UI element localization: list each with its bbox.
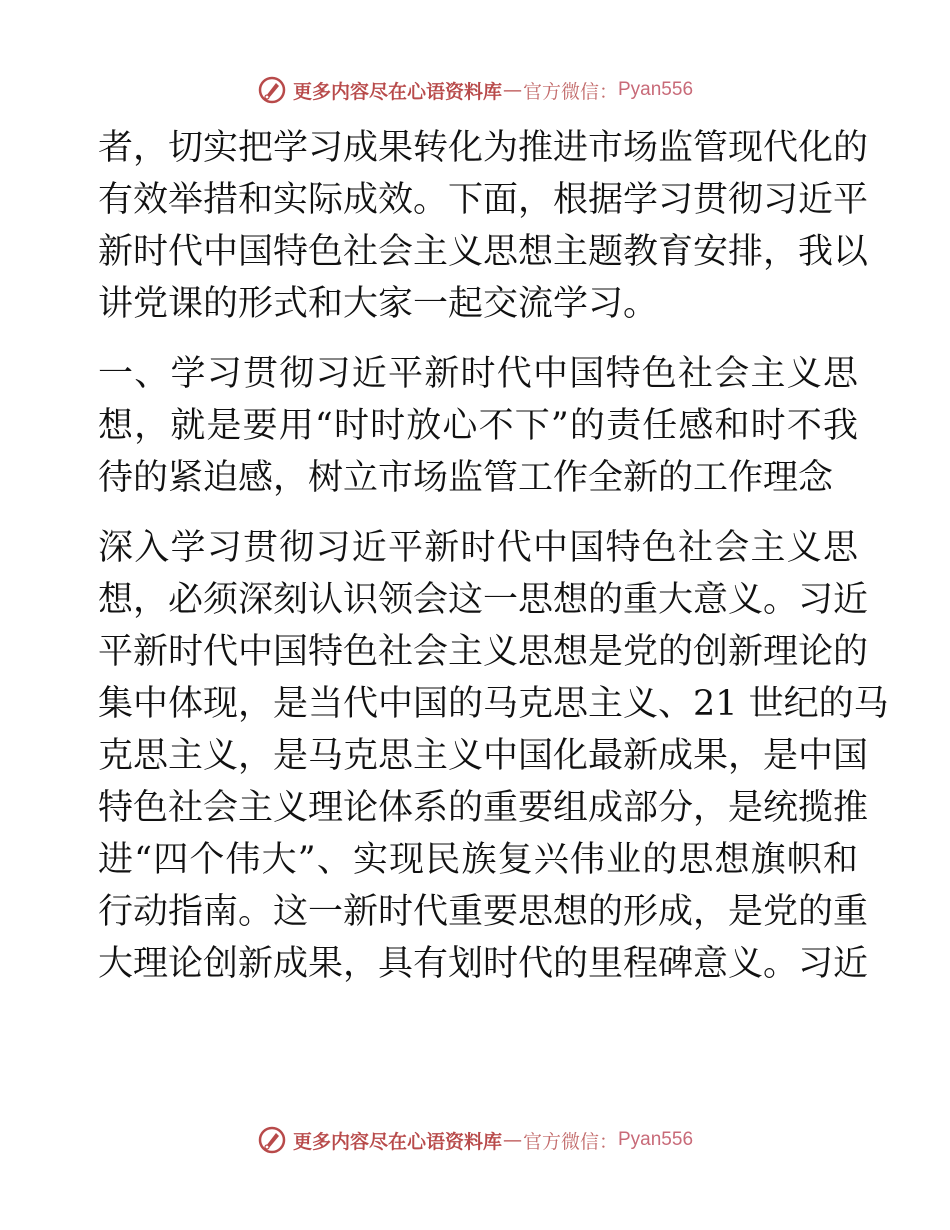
watermark-dash: — [502, 1129, 522, 1151]
watermark-site-text: 更多内容尽在心语资料库 [292, 80, 502, 103]
text-line: 新时代中国特色社会主义思想主题教育安排，我以 [98, 232, 869, 272]
text-line: 待的紧迫感，树立市场监管工作全新的工作理念 [98, 458, 834, 498]
paragraph [98, 122, 869, 330]
text-line: 克思主义，是马克思主义中国化最新成果，是中国 [98, 736, 869, 776]
text-line: 想，就是要用“时时放心不下”的责任感和时不我 [98, 406, 858, 446]
watermark-official-label: 官方微信： [522, 80, 618, 103]
text-line: 行动指南。这一新时代重要思想的形成，是党的重 [98, 892, 869, 932]
text-line: 集中体现，是当代中国的马克思主义、21 世纪的马 [98, 684, 889, 724]
text-line: 深入学习贯彻习近平新时代中国特色社会主义思 [98, 528, 858, 568]
document-body [98, 122, 889, 990]
text-line: 平新时代中国特色社会主义思想是党的创新理论的 [98, 632, 869, 672]
watermark-wechat-id: Pyan556 [618, 1129, 694, 1150]
section-heading [98, 348, 858, 504]
watermark-wechat-id: Pyan556 [618, 79, 694, 100]
text-line: 大理论创新成果，具有划时代的里程碑意义。习近 [98, 944, 869, 984]
header-watermark [0, 72, 950, 108]
text-line: 进“四个伟大”、实现民族复兴伟业的思想旗帜和 [98, 840, 858, 880]
text-line: 一、学习贯彻习近平新时代中国特色社会主义思 [98, 354, 858, 394]
text-line: 者，切实把学习成果转化为推进市场监管现代化的 [98, 128, 869, 168]
footer-watermark [0, 1122, 950, 1158]
paragraph [98, 522, 889, 990]
text-line: 特色社会主义理论体系的重要组成部分，是统揽推 [98, 788, 869, 828]
text-line: 讲党课的形式和大家一起交流学习。 [98, 284, 659, 324]
text-line: 有效举措和实际成效。下面，根据学习贯彻习近平 [98, 180, 869, 220]
text-line: 想，必须深刻认识领会这一思想的重大意义。习近 [98, 580, 869, 620]
pen-logo-icon [257, 1125, 287, 1155]
watermark-site-text: 更多内容尽在心语资料库 [292, 1130, 502, 1153]
pen-logo-icon [257, 75, 287, 105]
watermark-dash: — [502, 79, 522, 101]
watermark-official-label: 官方微信： [522, 1130, 618, 1153]
